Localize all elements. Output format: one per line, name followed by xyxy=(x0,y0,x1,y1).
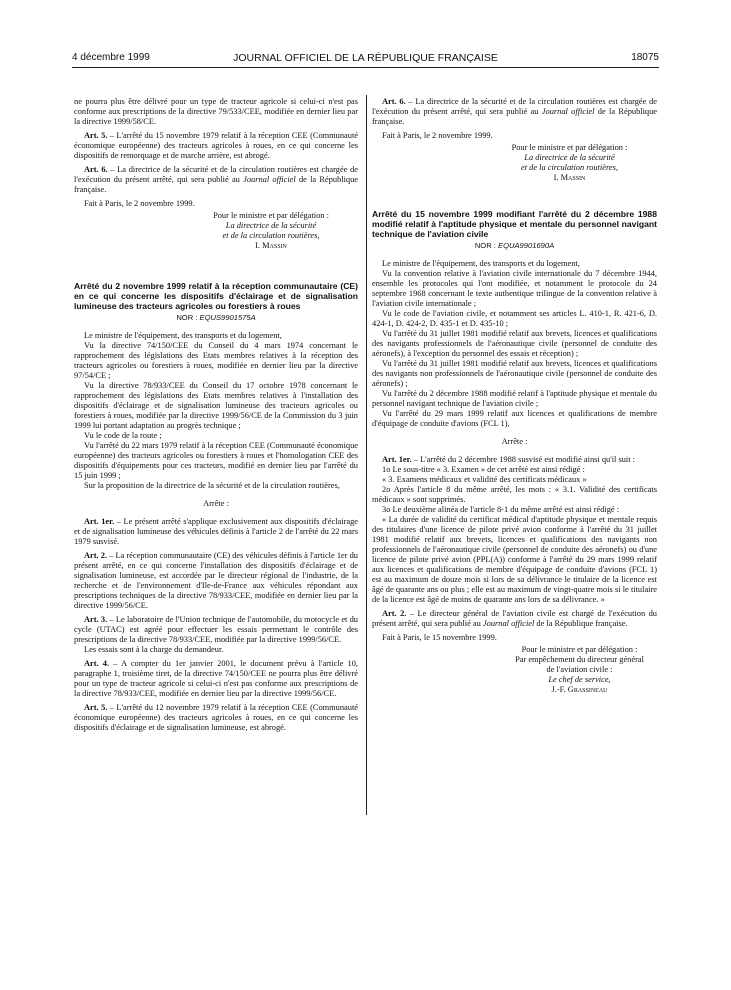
article-label: Art. 6. xyxy=(382,97,406,106)
header-rule xyxy=(72,67,659,68)
done-at: Fait à Paris, le 2 novembre 1999. xyxy=(382,131,493,140)
visa: Vu le code de l'aviation civile, et notamment ses articles L. 410-1, R. 421-6, D. 424-1, D. 424-2, D. 435-1 et D. 435-10 ; xyxy=(372,309,657,328)
visa: Vu l'arrêté du 2 décembre 1988 modifié relatif à l'aptitude physique et mentale du personnel navigant technique de l'aviation civile ; xyxy=(372,389,657,408)
article-text: – La directrice de la sécurité et de la circulation routières est chargée de l'exécution du présent arrêté, qui sera publié au xyxy=(74,165,358,184)
nor-reference xyxy=(372,241,657,251)
journal-officiel-ref: Journal officiel xyxy=(541,107,595,116)
article-label: Art. 5. xyxy=(84,131,108,140)
nor-code: EQUA9901690A xyxy=(498,241,555,250)
signature-line: Pour le ministre et par délégation : xyxy=(213,211,329,220)
preamble: Le ministre de l'équipement, des transports et du logement, xyxy=(382,259,580,268)
article-2 xyxy=(372,609,657,629)
article-text: – Le directeur général de l'aviation civile est chargé de l'exécution du présent arrêté, qui sera publié au xyxy=(372,609,657,628)
done-at: Fait à Paris, le 2 novembre 1999. xyxy=(84,199,195,208)
visa: Vu le code de la route ; xyxy=(84,431,162,440)
article-text: – L'arrêté du 12 novembre 1979 relatif à la réception CEE (Communauté économique européenne) des tracteurs agricoles à roues, en ce qui concerne les dispositifs d'éclairage et de signalisation lumineuse, est abrogé. xyxy=(74,703,358,732)
signature-line: et de la circulation routières, xyxy=(222,231,320,240)
signature-line: Par empêchement du directeur général xyxy=(515,655,644,664)
paragraph: Les essais sont à la charge du demandeur. xyxy=(84,645,224,654)
left-column xyxy=(74,97,358,733)
article-label: Art. 5. xyxy=(84,703,108,712)
decree-title: Arrêté du 2 novembre 1999 relatif à la réception communautaire (CE) en ce qui concerne les dispositifs d'éclairage et de signalisation lumineuse des tracteurs agricoles ou forestiers à roues xyxy=(74,281,358,311)
article-text: – L'arrêté du 15 novembre 1979 relatif à la réception CEE (Communauté économique européenne) des tracteurs agricoles à roues, en ce qui concerne les dispositifs de remorquage et de marche arrière, est abrogé. xyxy=(74,131,358,160)
article-text: – Le présent arrêté s'applique exclusivement aux dispositifs d'éclairage et de signalisation lumineuse des véhicules définis à l'article 2 de l'arrêté du 22 mars 1979 susvisé. xyxy=(74,517,359,546)
article-3 xyxy=(74,615,358,645)
signature-line: La directrice de la sécurité xyxy=(524,153,615,162)
signatory-name: I. Massin xyxy=(553,173,586,182)
signatory-name: I. Massin xyxy=(255,241,287,250)
article-4 xyxy=(74,659,358,699)
signature-line: et de la circulation routières, xyxy=(521,163,618,172)
header-journal-title: JOURNAL OFFICIEL DE LA RÉPUBLIQUE FRANÇAISE xyxy=(233,52,498,64)
article-5 xyxy=(74,703,358,733)
paragraph: ne pourra plus être délivré pour un type de tracteur agricole si celui-ci n'est pas conforme aux prescriptions de la directive 79/533/CEE, modifiée en dernier lieu par la directive 1999/58/CE. xyxy=(74,97,358,126)
article-text: de la République française. xyxy=(372,107,658,126)
signature-block xyxy=(482,143,657,183)
signature-line: de l'aviation civile : xyxy=(546,665,613,674)
visa: Vu l'arrêté du 31 juillet 1981 modifié relatif aux brevets, licences et qualifications des navigants non professionnels de l'aéronautique civile (personnel de conduite des aéronefs) ; xyxy=(372,359,657,388)
journal-officiel-ref: Journal officiel xyxy=(482,619,535,628)
arrete-heading: Arrête : xyxy=(501,437,528,446)
visa: Sur la proposition de la directrice de la sécurité et de la circulation routières, xyxy=(84,481,340,490)
signature-line: La directrice de la sécurité xyxy=(225,221,317,230)
paragraph: 1o Le sous-titre « 3. Examen » de cet arrêté est ainsi rédigé : xyxy=(382,465,585,474)
paragraph: 2o Après l'article 8 du même arrêté, les mots : « 3.1. Validité des certificats médicaux » sont supprimés. xyxy=(372,485,657,504)
header-date: 4 décembre 1999 xyxy=(72,52,150,63)
article-text: – La réception communautaire (CE) des véhicules définis à l'article 1er du présent arrêté, en ce qui concerne l'installation des dispositifs d'éclairage et de signalisation lumineuse, est accordée par le directeur régional de l'industrie, de la recherche et de l'environnement d'Ile-de-France aux véhicules répondant aux prescriptions techniques de la directive 78/933/CEE, modifiée en dernier lieu par la directive 1999/56/CE. xyxy=(74,551,358,610)
article-text: – Le laboratoire de l'Union technique de l'automobile, du motocycle et du cycle (UTAC) est agréé pour effectuer les essais permettant le contrôle des prescriptions de la directive 78/933/CEE, modifiée par la directive 1999/56/CE. xyxy=(74,615,358,644)
article-text: – La directrice de la sécurité et de la circulation routières est chargée de l'exécution du présent arrêté, qui sera publié au xyxy=(372,97,657,116)
article-1 xyxy=(74,517,358,547)
done-at: Fait à Paris, le 15 novembre 1999. xyxy=(382,633,497,642)
article-text: de la République française. xyxy=(534,619,628,628)
nor-label: NOR : xyxy=(474,241,499,250)
visa: Vu la directive 78/933/CEE du Conseil du 17 octobre 1978 concernant le rapprochement des législations des Etats membres relatives à l'installation des dispositifs d'éclairage et de signalisation lumineuse des tracteurs agricoles ou forestiers à roues, modifiée par la directive 1999/56/CE de la Commission du 3 juin 1999 lui portant adaptation au progrès technique ; xyxy=(74,381,358,430)
article-text: de la République française. xyxy=(74,175,358,194)
paragraph: « La durée de validité du certificat médical d'aptitude physique et mentale requis des titulaires d'une licence de pilote privé avion conforme à l'arrêté du 31 juillet 1981 modifié relatif aux brevets, licences et qualifications des navigants non professionnels de l'aéronautique civile (personnel de conduite des aéronefs) ou d'une licence de pilote privé avion (PPL(A)) conforme à l'arrêté du 29 mars 1999 relatif aux licences et qualifications de membre d'équipage de conduite d'avions (FCL 1) est au maximum de douze mois si lors de sa délivrance le titulaire de la licence est âgé de quarante ans ou plus ; elle est au maximum de vingt-quatre mois si le titulaire de la licence est âgé de moins de quarante ans lors de sa délivrance. » xyxy=(372,515,657,604)
signature-line: Le chef de service, xyxy=(548,675,611,684)
visa: Vu la directive 74/150/CEE du Conseil du 4 mars 1974 concernant le rapprochement des législations des Etats membres relatives à la réception des tracteurs agricoles ou forestiers à roues, modifiée en dernier lieu par la directive 97/54/CE ; xyxy=(74,341,358,380)
decree-title: Arrêté du 15 novembre 1999 modifiant l'arrêté du 2 décembre 1988 modifié relatif à l'aptitude physique et mentale du personnel navigant technique de l'aviation civile xyxy=(372,209,657,239)
article-label: Art. 4. xyxy=(84,659,110,668)
article-label: Art. 2. xyxy=(382,609,407,618)
visa: Vu l'arrêté du 31 juillet 1981 modifié relatif aux brevets, licences et qualifications des navigants professionnels de l'aéronautique civile (personnel de conduite des aéronefs), à l'exception du personnel des essais et réception) ; xyxy=(372,329,657,358)
right-column xyxy=(372,97,657,695)
article-6 xyxy=(74,165,358,195)
nor-code: EQUS9901575A xyxy=(199,313,256,322)
signature-line: Pour le ministre et par délégation : xyxy=(511,143,628,152)
journal-officiel-ref: Journal officiel xyxy=(243,175,296,184)
article-label: Art. 6. xyxy=(84,165,108,174)
article-label: Art. 1er. xyxy=(382,455,412,464)
visa: Vu l'arrêté du 22 mars 1979 relatif à la réception CEE (Communauté économique européenne) des tracteurs agricoles ou forestiers à roues et l'homologation CEE des dispositifs d'équipements pour ces tracteurs, modifié en dernier lieu par l'arrêté du 15 juin 1999 ; xyxy=(74,441,358,480)
preamble: Le ministre de l'équipement, des transports et du logement, xyxy=(84,331,282,340)
article-text: – L'arrêté du 2 décembre 1988 susvisé est modifié ainsi qu'il suit : xyxy=(411,455,635,464)
signature-block xyxy=(502,645,657,695)
article-text: – A compter du 1er janvier 2001, le document prévu à l'article 10, paragraphe 1, troisième tiret, de la directive 74/150/CEE ne pourra plus être délivré pour un type de tracteur agricole si celui-ci n'est pas conforme aux prescriptions de la directive 78/933/CEE, modifiée en dernier lieu par la directive 1999/56/CE. xyxy=(74,659,358,698)
signatory-name: J.-F. Grassineau xyxy=(551,685,608,694)
article-6 xyxy=(372,97,657,127)
column-divider xyxy=(366,95,367,815)
article-5 xyxy=(74,131,358,161)
nor-label: NOR : xyxy=(176,313,200,322)
visa: Vu l'arrêté du 29 mars 1999 relatif aux licences et qualifications de membre d'équipage de conduite d'avions (FCL 1), xyxy=(372,409,657,428)
article-2 xyxy=(74,551,358,611)
signature-block xyxy=(184,211,358,251)
article-label: Art. 2. xyxy=(84,551,108,560)
paragraph: 3o Le deuxième alinéa de l'article 8-1 du même arrêté est ainsi rédigé : xyxy=(382,505,620,514)
page-header xyxy=(72,50,659,66)
paragraph: « 3. Examens médicaux et validité des certificats médicaux » xyxy=(382,475,587,484)
nor-reference xyxy=(74,313,358,323)
header-page-number: 18075 xyxy=(631,52,659,63)
article-label: Art. 1er. xyxy=(84,517,115,526)
visa: Vu la convention relative à l'aviation civile internationale du 7 décembre 1944, ensemble les protocoles qui l'ont modifiée, et notamment le protocole du 24 septembre 1968 concernant le texte authentique trilingue de la convention relative à l'aviation civile internationale ; xyxy=(372,269,657,308)
article-1 xyxy=(372,455,657,465)
signature-line: Pour le ministre et par délégation : xyxy=(521,645,638,654)
arrete-heading: Arrête : xyxy=(203,499,229,508)
article-label: Art. 3. xyxy=(84,615,108,624)
